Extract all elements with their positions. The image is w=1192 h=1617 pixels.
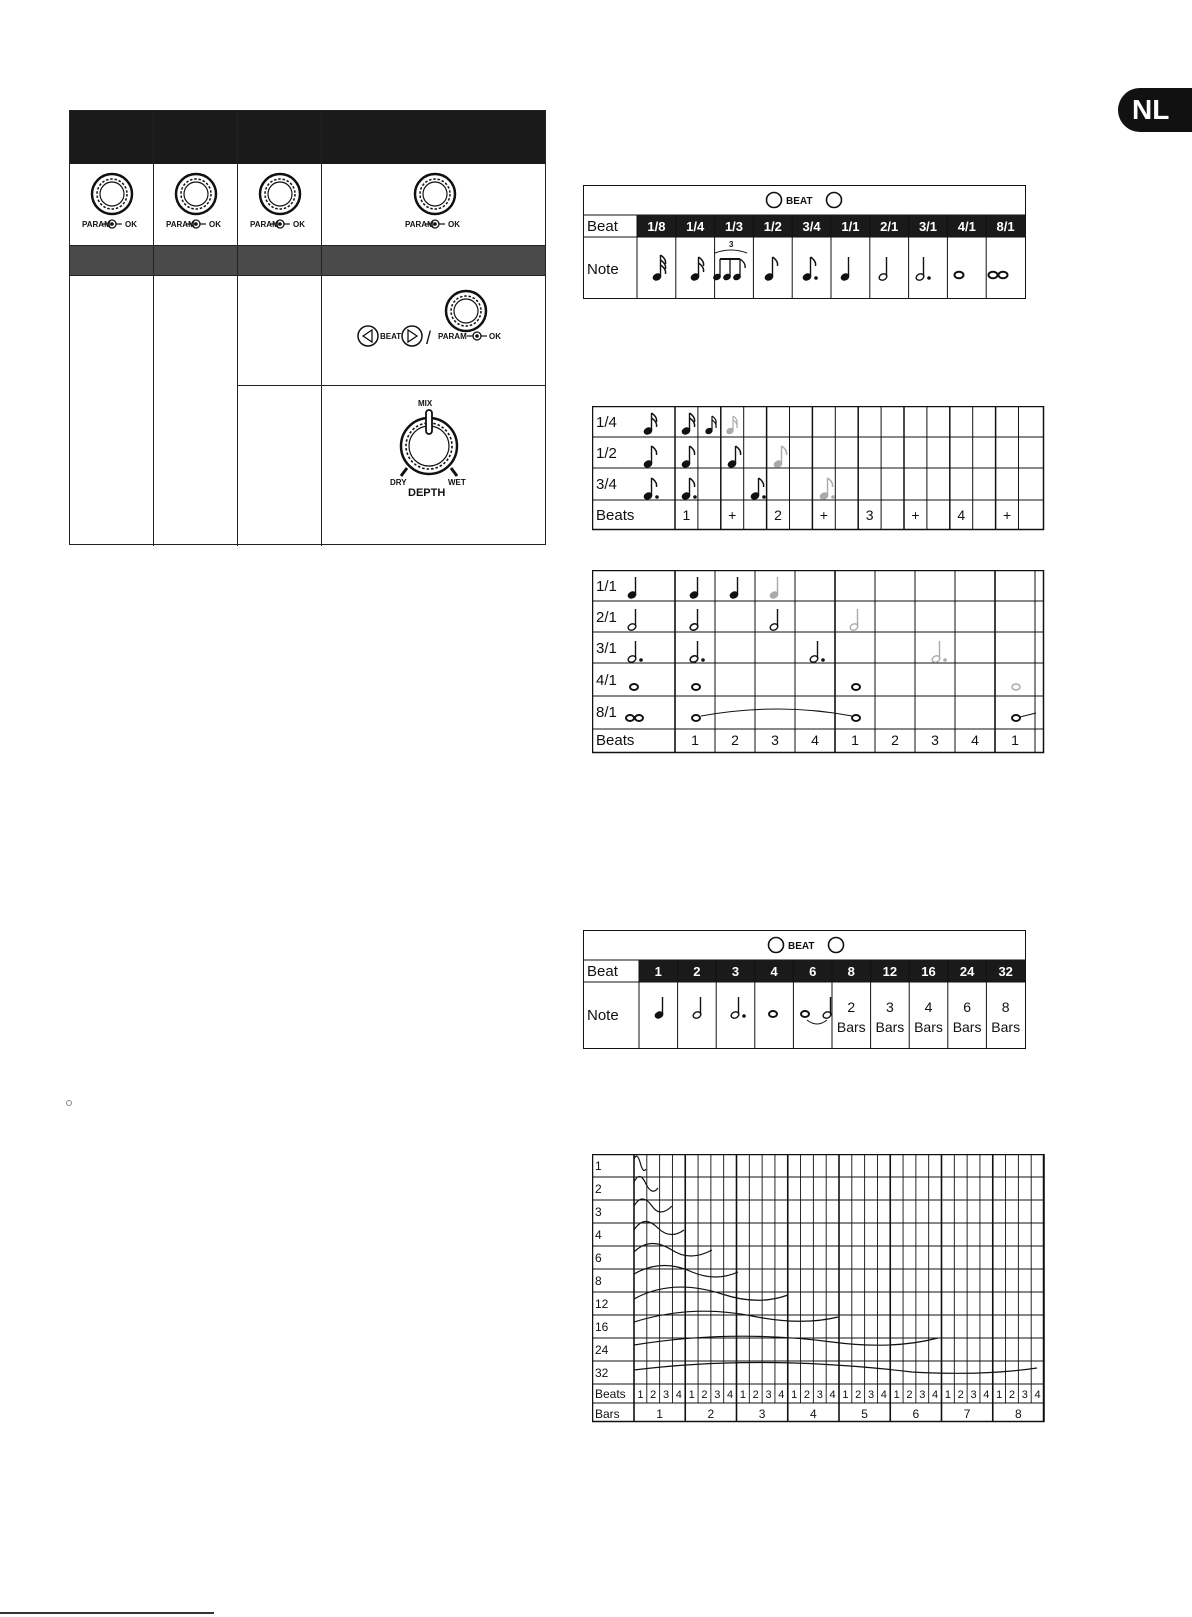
beat-column-label: 8 — [847, 964, 855, 979]
lfo-row-label: 24 — [595, 1343, 609, 1357]
bars-word: Bars — [836, 1019, 866, 1035]
grid-row-label: 1/4 — [596, 414, 617, 431]
beat-column-label: 2/1 — [880, 219, 899, 234]
footer-rule — [0, 1612, 214, 1614]
beat-tick-label: 3 — [865, 507, 874, 523]
beat-tick-label: 3 — [970, 1389, 977, 1401]
beat-label: BEAT — [380, 332, 402, 341]
beat-tick-label: 4 — [932, 1389, 939, 1401]
grid-row-label: 1/1 — [596, 578, 617, 595]
param-label-2: PARAM — [166, 220, 195, 229]
beats-row-label: Beats — [596, 507, 635, 524]
grid-row-label: 4/1 — [596, 672, 617, 689]
beat-tick-label: 1 — [791, 1389, 798, 1401]
wet-label: WET — [448, 478, 466, 487]
beat-tick-label: 2 — [701, 1389, 708, 1401]
beat-tick-label: 1 — [851, 732, 859, 748]
beat-column-label: 8/1 — [996, 219, 1015, 234]
beat-tick-label: 3 — [816, 1389, 823, 1401]
beat-tick-label: 4 — [811, 732, 819, 748]
beat-tick-label: + — [819, 507, 828, 523]
beat-column-label: 12 — [882, 964, 898, 979]
note-row-label: Note — [587, 261, 619, 278]
beat-tick-label: 4 — [778, 1389, 785, 1401]
beat-tick-label: 3 — [662, 1389, 670, 1401]
beat-tick-label: 2 — [650, 1389, 657, 1401]
beat-tick-label: 1 — [893, 1389, 900, 1401]
param-ok-icon — [467, 332, 487, 340]
beat-tick-label: 3 — [931, 732, 939, 748]
beat-tick-label: 1 — [996, 1389, 1003, 1401]
grid-row-label: 2/1 — [596, 609, 617, 626]
grid-row-label: 1/2 — [596, 445, 617, 462]
beat-fraction-table — [583, 185, 1026, 300]
mix-label: MIX — [418, 399, 433, 408]
lfo-row-label: 4 — [595, 1228, 602, 1242]
beat-tick-label: 2 — [752, 1389, 759, 1401]
beat-tick-label: 1 — [682, 507, 691, 523]
beat-tick-label: 4 — [675, 1389, 682, 1401]
lfo-row-label: 1 — [595, 1159, 602, 1173]
whole-note-grid — [592, 570, 1045, 755]
beat-header-label-2: BEAT — [788, 941, 815, 952]
beat-column-label: 1/2 — [763, 219, 782, 234]
beat-whole-table — [583, 930, 1026, 1052]
depth-knob-icon — [401, 410, 457, 476]
dry-label: DRY — [390, 478, 407, 487]
beat-tick-label: + — [911, 507, 920, 523]
beat-left-button-icon — [358, 326, 378, 346]
beat-tick-label: 3 — [771, 732, 779, 748]
table-gray-band — [70, 245, 545, 275]
beat-buttons-cell — [322, 276, 546, 385]
ok-label-2: OK — [209, 220, 221, 229]
beat-column-label: 2 — [693, 964, 701, 979]
beat-column-label: 3/1 — [918, 219, 938, 234]
beat-header-label: BEAT — [786, 196, 813, 207]
eighth-note-grid — [592, 406, 1045, 532]
beat-tick-label: 4 — [957, 507, 966, 523]
ok-label-5: OK — [489, 332, 501, 341]
param-knob-icon — [176, 174, 216, 214]
beat-column-label: 4 — [770, 964, 778, 979]
beat-column-label: 1/8 — [647, 219, 666, 234]
beat-tick-label: 2 — [774, 507, 782, 523]
beat-column-label: 3/4 — [802, 219, 821, 234]
beat-tick-label: 1 — [739, 1389, 746, 1401]
lfo-row-label: 32 — [595, 1366, 609, 1380]
svg-text:3: 3 — [729, 240, 734, 249]
bar-tick-label: 1 — [656, 1407, 663, 1421]
lfo-row-label: 3 — [595, 1205, 602, 1219]
beat-tick-label: 2 — [1008, 1389, 1016, 1401]
beat-tick-label: 2 — [957, 1389, 964, 1401]
grid-row-label: 3/1 — [596, 640, 617, 657]
grid-row-label: 3/4 — [596, 476, 617, 493]
beat-column-label: 1/4 — [686, 219, 705, 234]
beat-column-label: 16 — [921, 964, 936, 979]
ok-label-1: OK — [125, 220, 137, 229]
param-knob-icon — [415, 174, 455, 214]
knob-row — [70, 164, 547, 246]
bars-number: 6 — [963, 999, 971, 1015]
param-knob-icon — [260, 174, 300, 214]
beat-tick-label: 1 — [1011, 732, 1019, 748]
beats-row-label: Beats — [596, 732, 635, 749]
param-label-1: PARAM — [82, 220, 111, 229]
lfo-row-label: 12 — [595, 1297, 609, 1311]
beat-column-label: 3 — [731, 964, 740, 979]
bar-tick-label: 6 — [912, 1407, 920, 1421]
lfo-row-label: 16 — [595, 1320, 609, 1334]
beat-tick-label: 3 — [919, 1389, 926, 1401]
lfo-row-label: 8 — [595, 1274, 602, 1288]
beat-tick-label: 2 — [731, 732, 739, 748]
beat-column-label: 1/1 — [841, 219, 860, 234]
bars-word: Bars — [991, 1019, 1021, 1035]
param-knob-icon — [446, 291, 486, 331]
bar-tick-label: 4 — [810, 1407, 817, 1421]
beat-row-label: Beat — [587, 218, 618, 235]
beat-tick-label: 3 — [714, 1389, 721, 1401]
beat-tick-label: 4 — [1034, 1389, 1041, 1401]
slash-separator: / — [426, 328, 432, 348]
beat-column-label: 24 — [959, 964, 975, 979]
beat-tick-label: 1 — [691, 732, 699, 748]
param-label-3: PARAM — [250, 220, 279, 229]
bar-tick-label: 2 — [707, 1407, 715, 1421]
bar-tick-label: 5 — [861, 1407, 868, 1421]
beat-tick-label: 1 — [688, 1389, 695, 1401]
bars-number: 4 — [924, 999, 933, 1015]
beat-tick-label: 4 — [727, 1389, 734, 1401]
depth-knob-cell — [322, 386, 546, 545]
beat-column-label: 1 — [654, 964, 662, 979]
bars-word: Bars — [952, 1019, 982, 1035]
bar-tick-label: 7 — [963, 1407, 971, 1421]
beat-tick-label: 1 — [944, 1389, 951, 1401]
beat-row-label-2: Beat — [587, 963, 618, 980]
beats-row-label: Beats — [595, 1387, 626, 1401]
beat-tick-label: 3 — [867, 1389, 875, 1401]
lfo-beat-grid — [592, 1154, 1045, 1424]
beat-column-label: 6 — [809, 964, 817, 979]
beat-tick-label: 1 — [842, 1389, 849, 1401]
bars-number: 3 — [886, 999, 894, 1015]
bullet-dot — [66, 1100, 72, 1106]
ok-label-3: OK — [293, 220, 305, 229]
beat-tick-label: 4 — [971, 732, 979, 748]
beat-tick-label: 2 — [906, 1389, 913, 1401]
beat-tick-label: 1 — [637, 1389, 644, 1401]
beat-column-label: 32 — [998, 964, 1013, 979]
bar-tick-label: 3 — [758, 1407, 766, 1421]
beat-tick-label: + — [1002, 507, 1012, 523]
bars-word: Bars — [875, 1019, 905, 1035]
language-badge: NL — [1118, 88, 1192, 132]
beat-tick-label: 4 — [829, 1389, 836, 1401]
depth-label: DEPTH — [408, 487, 446, 499]
param-label-4: PARAM — [405, 220, 434, 229]
beat-tick-label: 2 — [891, 732, 899, 748]
beat-tick-label: 2 — [803, 1389, 811, 1401]
beat-column-label: 4/1 — [957, 219, 976, 234]
lfo-row-label: 6 — [595, 1251, 602, 1265]
beat-right-button-icon — [402, 326, 422, 346]
beat-tick-label: + — [728, 507, 737, 523]
bars-row-label: Bars — [595, 1407, 620, 1421]
beat-column-label: 1/3 — [724, 219, 744, 234]
beat-tick-label: 3 — [765, 1389, 772, 1401]
table-header-row — [70, 111, 545, 164]
bar-tick-label: 8 — [1015, 1407, 1022, 1421]
lfo-row-label: 2 — [595, 1182, 602, 1196]
beat-tick-label: 2 — [855, 1389, 862, 1401]
bars-word: Bars — [914, 1019, 943, 1035]
bars-number: 2 — [847, 999, 856, 1015]
beat-tick-label: 4 — [983, 1389, 990, 1401]
grid-row-label: 8/1 — [596, 704, 617, 721]
controls-table — [69, 110, 546, 545]
ok-label-4: OK — [448, 220, 460, 229]
bars-number: 8 — [1001, 999, 1010, 1015]
note-row-label-2: Note — [587, 1007, 619, 1024]
param-label-5: PARAM — [438, 332, 467, 341]
beat-tick-label: 3 — [1021, 1389, 1028, 1401]
beat-tick-label: 4 — [880, 1389, 887, 1401]
param-knob-icon — [92, 174, 132, 214]
